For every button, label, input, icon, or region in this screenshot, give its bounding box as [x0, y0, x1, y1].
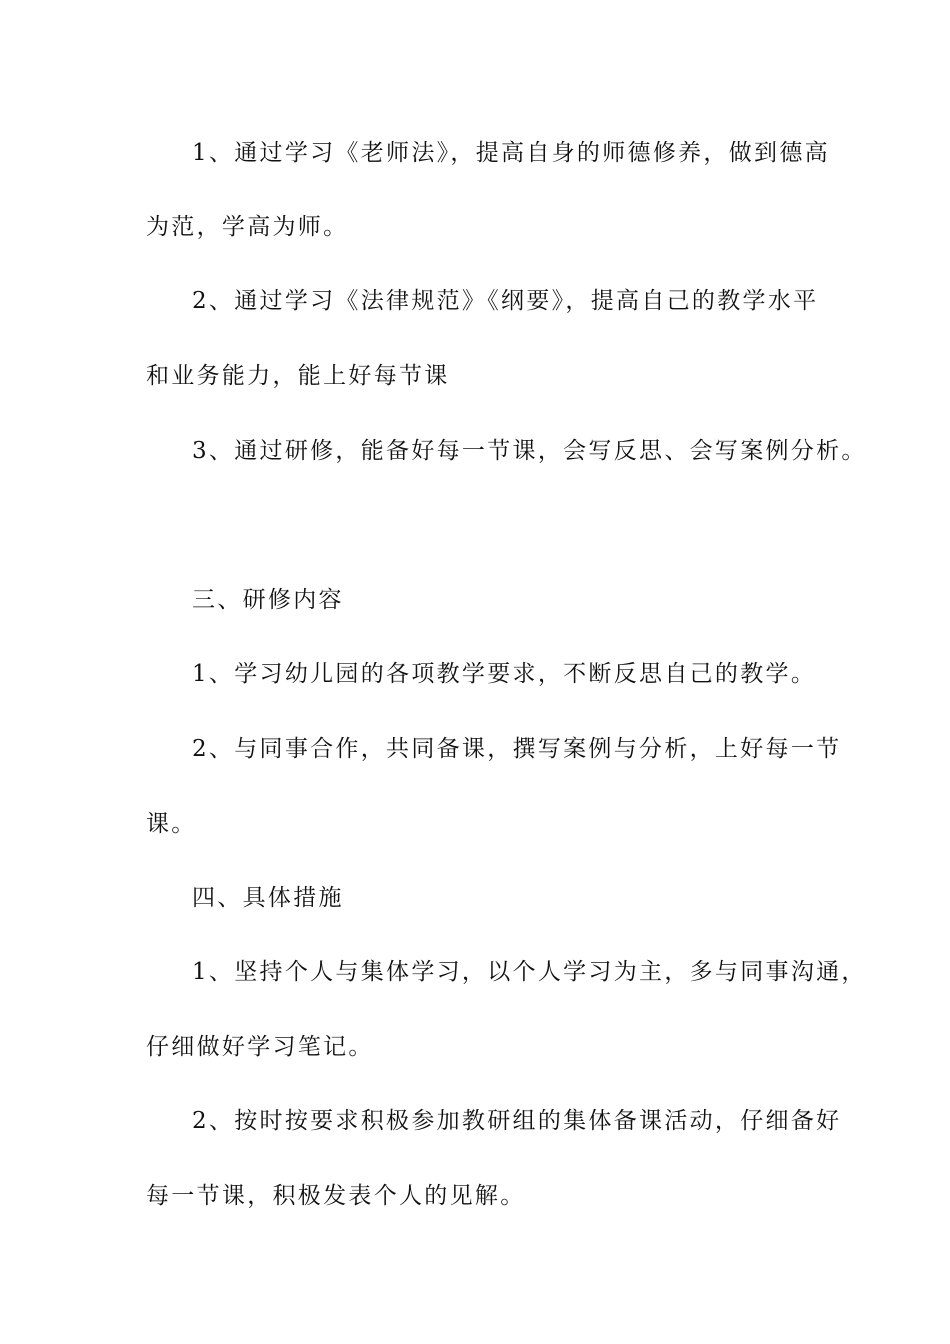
content-item-2-line-2: 课。: [146, 811, 197, 837]
content-item-2-line-1: 2、与同事合作，共同备课，撰写案例与分析，上好每一节: [192, 736, 842, 762]
content-item-1: 1、学习幼儿园的各项教学要求，不断反思自己的教学。: [192, 661, 817, 687]
goal-item-2-line-2: 和业务能力，能上好每节课: [146, 363, 450, 389]
measure-item-1-line-1: 1、坚持个人与集体学习，以个人学习为主，多与同事沟通，: [192, 959, 867, 985]
goal-item-1-line-2: 为范，学高为师。: [146, 214, 349, 240]
goal-item-2-line-1: 2、通过学习《法律规范》《纲要》，提高自己的教学水平: [192, 288, 819, 314]
section-heading-measures: 四、具体措施: [192, 885, 344, 911]
measure-item-1-line-2: 仔细做好学习笔记。: [146, 1034, 374, 1060]
measure-item-2-line-2: 每一节课，积极发表个人的见解。: [146, 1183, 526, 1209]
goal-item-1-line-1: 1、通过学习《老师法》，提高自身的师德修养，做到德高: [192, 140, 830, 166]
measure-item-2-line-1: 2、按时按要求积极参加教研组的集体备课活动，仔细备好: [192, 1108, 842, 1134]
goal-item-3: 3、通过研修，能备好每一节课，会写反思、会写案例分析。: [192, 438, 867, 464]
section-heading-content: 三、研修内容: [192, 587, 344, 613]
